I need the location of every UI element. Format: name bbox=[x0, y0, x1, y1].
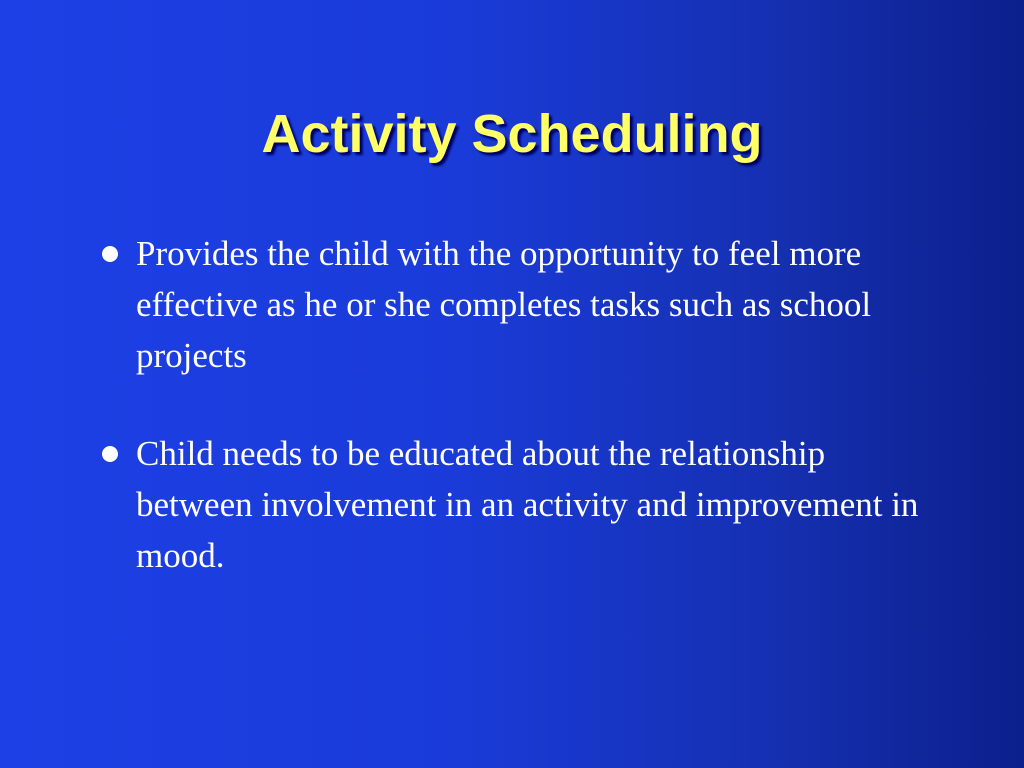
slide-title: Activity Scheduling bbox=[261, 104, 763, 164]
bullet-text: Child needs to be educated about the relationship between involvement in an activity and improvement in mood. bbox=[136, 434, 919, 575]
bullet-item bbox=[98, 228, 928, 381]
bullet-text: Provides the child with the opportunity to feel more effective as he or she completes tasks such as school projects bbox=[136, 234, 872, 375]
bullet-item bbox=[98, 428, 928, 581]
bullet-dot-icon bbox=[102, 246, 118, 262]
bullet-dot-icon bbox=[102, 446, 118, 462]
bullet-list bbox=[98, 228, 928, 628]
